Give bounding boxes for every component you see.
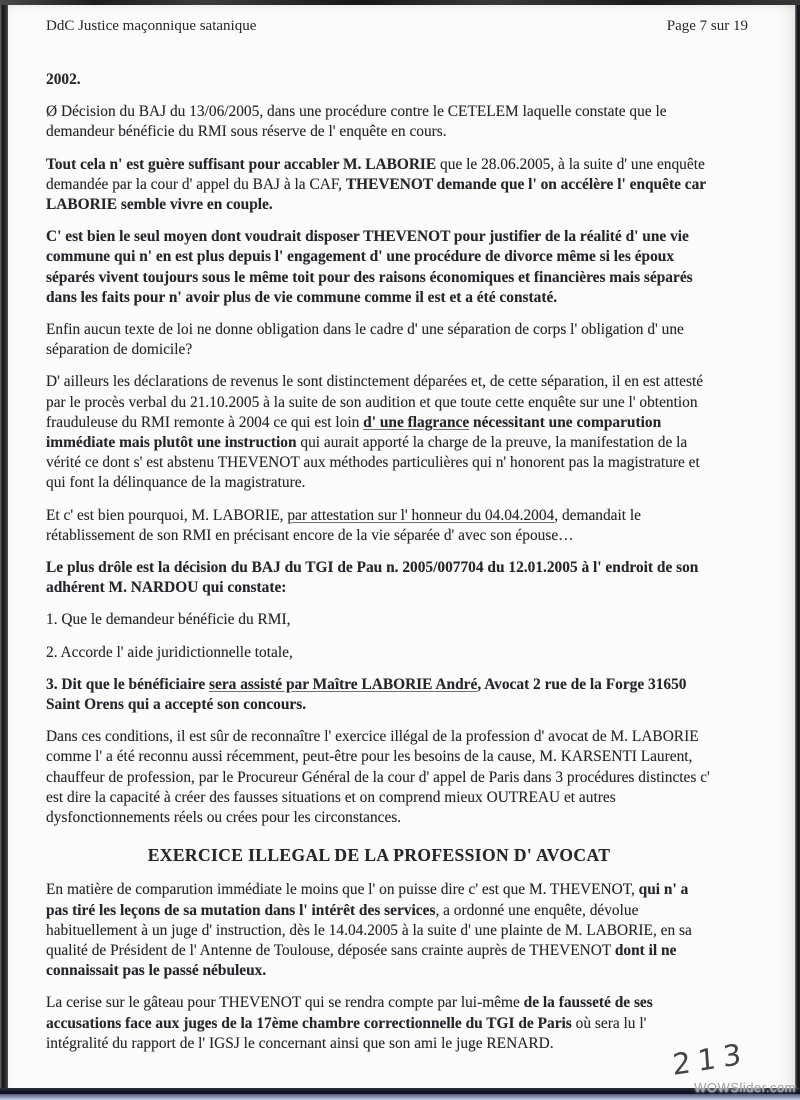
paragraph xyxy=(46,558,712,598)
text-run: En matière de comparution immédiate le moins que l' on puisse dire c' est que M. THEVENOT, xyxy=(46,881,639,899)
text-run: dont il ne connaissait pas le passé nébuleux. xyxy=(46,941,677,980)
paragraph xyxy=(46,155,712,216)
text-run: , demandait le rétablissement de son RMI en précisant encore de la vie séparée d' avec son épouse… xyxy=(46,506,642,544)
text-run: , a ordonné une enquête, dévolue habituellement à un juge d' instruction, dès le 14.04.2005 à la suite d' une plainte de M. LABORIE, en sa qualité de Président de l' Antenne de Toulouse, déposée sans crainte auprès de THEVENOT xyxy=(46,901,692,959)
text-run: sera assisté par Maître LABORIE André xyxy=(209,675,478,693)
text-run: où sera lu l' intégralité du rapport de l' IGSJ le concernant ainsi que son ami le juge RENARD. xyxy=(46,1014,647,1052)
page-header xyxy=(46,16,748,36)
paragraph xyxy=(46,993,712,1054)
text-run: 3. Dit que le bénéficiaire xyxy=(46,675,209,693)
text-run: La cerise sur le gâteau pour THEVENOT qui se rendra compte par lui-même xyxy=(46,994,524,1012)
scan-edge-left xyxy=(0,0,8,1100)
paragraph xyxy=(46,506,712,546)
paragraph xyxy=(46,643,712,663)
paragraph xyxy=(46,70,712,90)
paragraph xyxy=(46,675,712,715)
text-run: qui aurait apporté la charge de la preuve, la manifestation de la vérité ce dont s' est abstenu THEVENOT aux méthodes particulières qui n' honorent pas la magistrature et qui font la délinquance de la magistrature. xyxy=(46,434,700,492)
section-heading xyxy=(46,844,712,866)
paragraph xyxy=(46,227,712,308)
text-run: de la fausseté de ses accusations face aux juges de la 17ème chambre correctionnelle du TGI de Paris xyxy=(46,994,653,1032)
paragraph xyxy=(46,610,712,630)
paragraph xyxy=(46,372,712,493)
paragraph xyxy=(46,880,712,981)
text-run: EXERCICE ILLEGAL DE LA PROFESSION D' AVOCAT xyxy=(147,845,611,866)
text-run: Le plus drôle est la décision du BAJ du TGI de Pau n. 2005/007704 du 12.01.2005 à l' endroit de son adhérent M. NARDOU qui constate: xyxy=(46,559,699,597)
paragraph xyxy=(46,102,712,142)
text-run: par attestation sur l' honneur du 04.04.2004 xyxy=(287,506,555,524)
document-title: DdC Justice maçonnique satanique xyxy=(46,18,257,34)
page-number-indicator: Page 7 sur 19 xyxy=(666,18,748,34)
text-run: C' est bien le seul moyen dont voudrait disposer THEVENOT pour justifier de la réalité d' une vie commune qui n' en est plus depuis l' engagement d' une procédure de divorce même si les époux séparés vivent toujours sous le même toit pour des raisons économiques et financières mais séparés dans les faits pour n' avoir plus de vie commune comme il est et a été constaté. xyxy=(46,228,693,306)
text-run: nécessitant une comparution immédiate mais plutôt une instruction xyxy=(46,413,662,452)
text-run: THEVENOT demande que l' on accélère l' enquête car LABORIE semble vivre en couple. xyxy=(46,175,706,214)
wowslider-watermark-link[interactable]: WOWSlider.com xyxy=(694,1080,796,1095)
footer-strip-blue xyxy=(0,1094,800,1100)
paragraph xyxy=(46,320,712,360)
text-run: 1. Que le demandeur bénéficie du RMI, xyxy=(46,611,291,629)
text-run: Dans ces conditions, il est sûr de reconnaître l' exercice illégal de la profession d' avocat de M. LABORIE comme l' a été reconnu aussi récemment, peut-être pour les besoins de la cause, M. KARSENTI Laurent, chauffeur de profession, par le Procureur Général de la cour d' appel de Paris dans 3 procédures distinctes c' est dire la capacité à créer des fausses situations et on comprend mieux OUTREAU et autres dysfonctionnements réels ou crées pour les circonstances. xyxy=(46,728,710,827)
text-run: , Avocat 2 rue de la Forge 31650 Saint Orens qui a accepté son concours. xyxy=(46,675,687,714)
text-run: D' ailleurs les déclarations de revenus le sont distinctement déparées et, de cette séparation, il en est attesté par le procès verbal du 21.10.2005 à la suite de son audition et que toute cette enquête sur une l' obtention frauduleuse du RMI remonte à 2004 ce qui est loin xyxy=(46,373,704,431)
paragraph xyxy=(46,727,712,828)
handwritten-page-number: 213 xyxy=(670,1036,749,1082)
text-run: Ø Décision du BAJ du 13/06/2005, dans une procédure contre le CETELEM laquelle constate que le demandeur bénéficie du RMI sous réserve de l' enquête en cours. xyxy=(46,103,667,141)
text-run: que le 28.06.2005, à la suite d' une enquête demandée par la cour d' appel du BAJ à la CAF, xyxy=(46,155,705,193)
text-run: 2002. xyxy=(46,71,81,88)
document-body xyxy=(46,70,712,1054)
scan-edge-right xyxy=(795,0,800,1100)
text-run: Enfin aucun texte de loi ne donne obligation dans le cadre d' une séparation de corps l' obligation d' une séparation de domicile? xyxy=(46,321,684,359)
text-run: Et c' est bien pourquoi, M. LABORIE, xyxy=(46,506,288,524)
text-run: qui n' a pas tiré les leçons de sa mutation dans l' intérêt des services xyxy=(46,881,689,919)
scan-edge-top xyxy=(0,0,800,5)
page-content xyxy=(46,0,748,1086)
text-run: 2. Accorde l' aide juridictionnelle totale, xyxy=(46,643,293,661)
text-run: Tout cela n' est guère suffisant pour accabler M. LABORIE xyxy=(46,155,441,173)
text-run: d' une flagrance xyxy=(363,413,470,431)
